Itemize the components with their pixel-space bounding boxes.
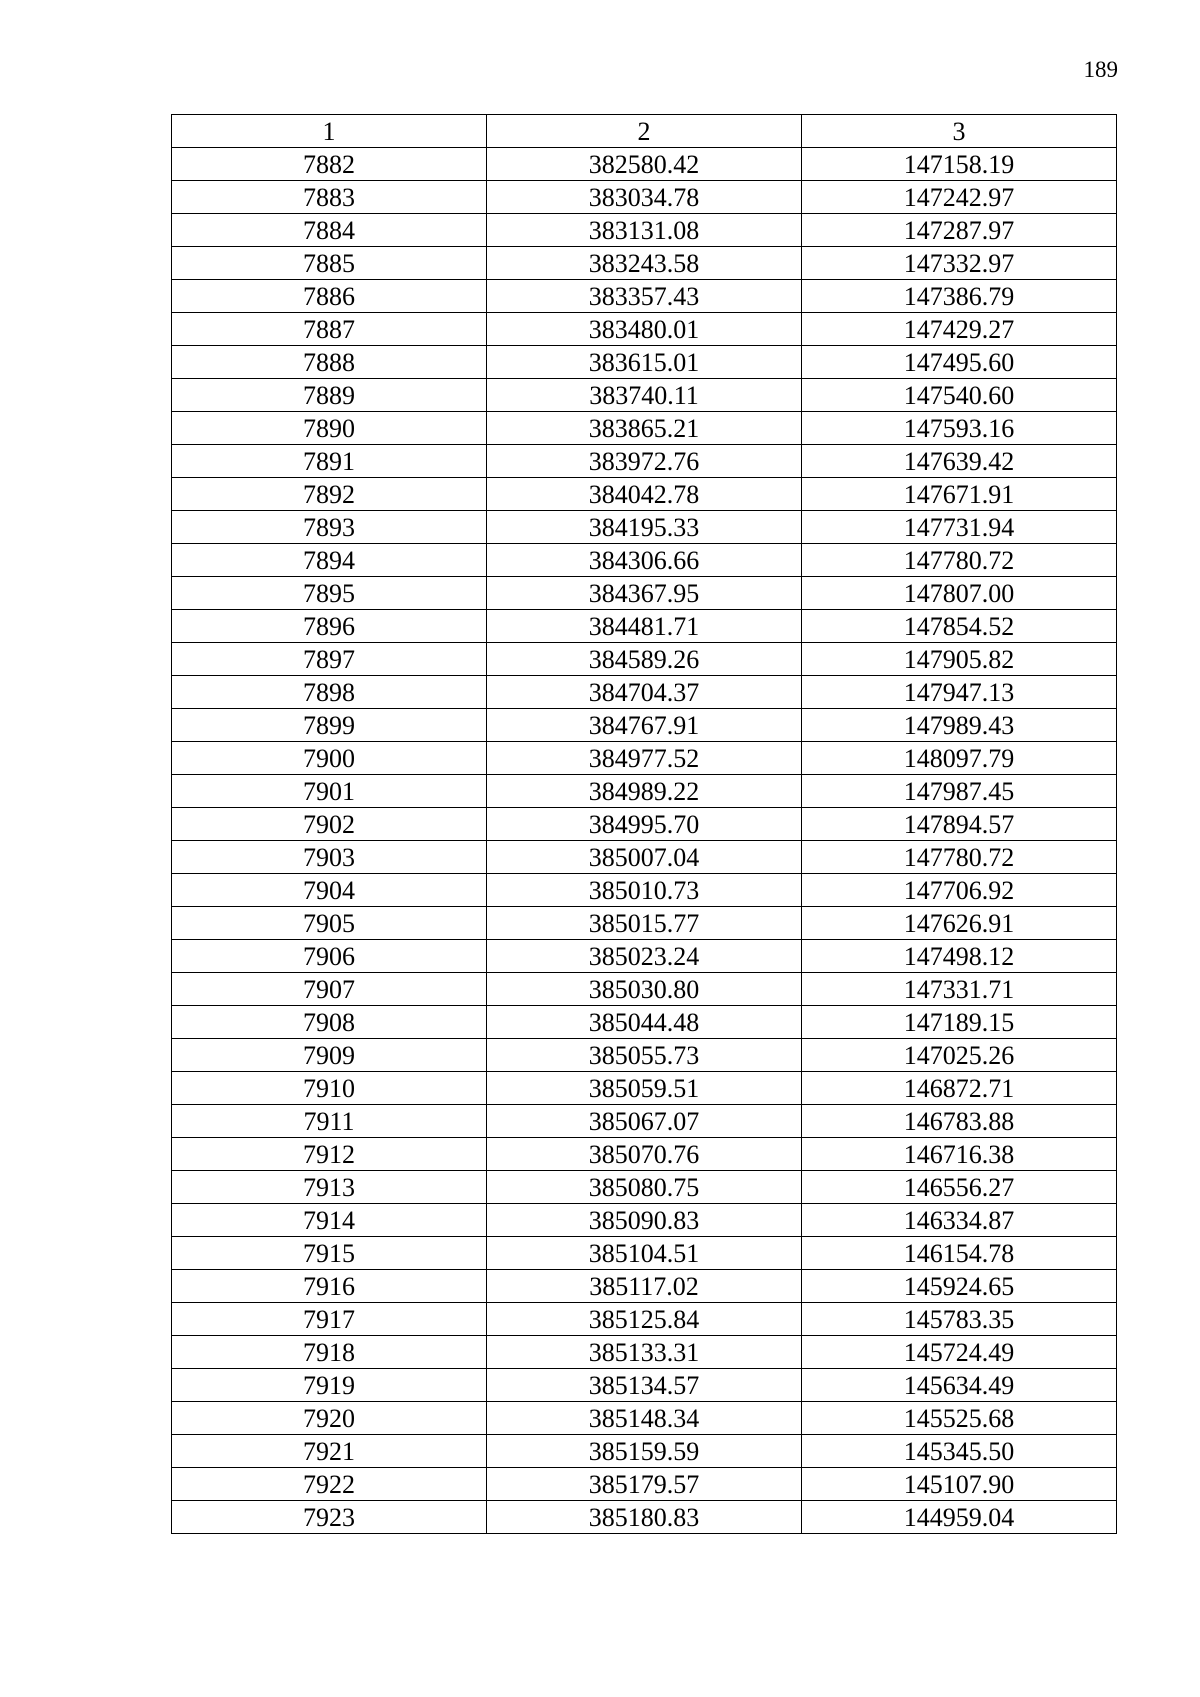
table-cell: 148097.79 xyxy=(802,742,1117,775)
table-cell: 385015.77 xyxy=(487,907,802,940)
table-cell: 147989.43 xyxy=(802,709,1117,742)
table-row xyxy=(172,742,1117,775)
table-cell: 147498.12 xyxy=(802,940,1117,973)
table-cell: 385179.57 xyxy=(487,1468,802,1501)
table-row xyxy=(172,1072,1117,1105)
page-number: 189 xyxy=(1083,57,1118,82)
table-cell: 7912 xyxy=(172,1138,487,1171)
table-row xyxy=(172,1039,1117,1072)
table-cell: 7910 xyxy=(172,1072,487,1105)
table-cell: 7922 xyxy=(172,1468,487,1501)
table-cell: 147593.16 xyxy=(802,412,1117,445)
table-row xyxy=(172,775,1117,808)
table-row xyxy=(172,1336,1117,1369)
table-cell: 384042.78 xyxy=(487,478,802,511)
table-row xyxy=(172,577,1117,610)
table-cell: 7898 xyxy=(172,676,487,709)
table-cell: 7904 xyxy=(172,874,487,907)
table-row xyxy=(172,1501,1117,1534)
table-cell: 146872.71 xyxy=(802,1072,1117,1105)
table-cell: 147894.57 xyxy=(802,808,1117,841)
table-row xyxy=(172,148,1117,181)
table-cell: 7911 xyxy=(172,1105,487,1138)
table-cell: 147671.91 xyxy=(802,478,1117,511)
table-row xyxy=(172,379,1117,412)
table-cell: 146154.78 xyxy=(802,1237,1117,1270)
table-cell: 7883 xyxy=(172,181,487,214)
table-cell: 7885 xyxy=(172,247,487,280)
table-cell: 145783.35 xyxy=(802,1303,1117,1336)
table-cell: 385030.80 xyxy=(487,973,802,1006)
table-cell: 7895 xyxy=(172,577,487,610)
table-cell: 7888 xyxy=(172,346,487,379)
table-cell: 147540.60 xyxy=(802,379,1117,412)
table-cell: 383972.76 xyxy=(487,445,802,478)
table-body xyxy=(172,148,1117,1534)
table-row xyxy=(172,1237,1117,1270)
table-cell: 147332.97 xyxy=(802,247,1117,280)
table-cell: 147242.97 xyxy=(802,181,1117,214)
table-cell: 385134.57 xyxy=(487,1369,802,1402)
table-cell: 7890 xyxy=(172,412,487,445)
header-row xyxy=(172,115,1117,148)
table-row xyxy=(172,247,1117,280)
table-row xyxy=(172,346,1117,379)
table-cell: 146334.87 xyxy=(802,1204,1117,1237)
table-cell: 147331.71 xyxy=(802,973,1117,1006)
table-cell: 147429.27 xyxy=(802,313,1117,346)
table-cell: 7915 xyxy=(172,1237,487,1270)
table-row xyxy=(172,1204,1117,1237)
table-cell: 385059.51 xyxy=(487,1072,802,1105)
table-cell: 383740.11 xyxy=(487,379,802,412)
table-cell: 147386.79 xyxy=(802,280,1117,313)
table-row xyxy=(172,907,1117,940)
table-row xyxy=(172,544,1117,577)
table-cell: 383034.78 xyxy=(487,181,802,214)
table-cell: 145345.50 xyxy=(802,1435,1117,1468)
table-row xyxy=(172,1270,1117,1303)
table-row xyxy=(172,1138,1117,1171)
table-cell: 7916 xyxy=(172,1270,487,1303)
table-cell: 7903 xyxy=(172,841,487,874)
table-cell: 145107.90 xyxy=(802,1468,1117,1501)
table-row xyxy=(172,1435,1117,1468)
table-cell: 144959.04 xyxy=(802,1501,1117,1534)
table-row xyxy=(172,841,1117,874)
table-cell: 384989.22 xyxy=(487,775,802,808)
table-row xyxy=(172,808,1117,841)
table-cell: 145924.65 xyxy=(802,1270,1117,1303)
table-cell: 7908 xyxy=(172,1006,487,1039)
table-cell: 385080.75 xyxy=(487,1171,802,1204)
table-cell: 147706.92 xyxy=(802,874,1117,907)
table-cell: 383865.21 xyxy=(487,412,802,445)
table-row xyxy=(172,412,1117,445)
table-cell: 7923 xyxy=(172,1501,487,1534)
table-cell: 385070.76 xyxy=(487,1138,802,1171)
table-cell: 147987.45 xyxy=(802,775,1117,808)
table-cell: 384481.71 xyxy=(487,610,802,643)
table-cell: 7896 xyxy=(172,610,487,643)
table-cell: 147287.97 xyxy=(802,214,1117,247)
table-cell: 7889 xyxy=(172,379,487,412)
column-header: 3 xyxy=(802,115,1117,148)
table-cell: 7891 xyxy=(172,445,487,478)
table-cell: 7914 xyxy=(172,1204,487,1237)
table-cell: 147189.15 xyxy=(802,1006,1117,1039)
table-cell: 7920 xyxy=(172,1402,487,1435)
table-cell: 147905.82 xyxy=(802,643,1117,676)
table-cell: 385067.07 xyxy=(487,1105,802,1138)
table-cell: 7897 xyxy=(172,643,487,676)
table-cell: 385159.59 xyxy=(487,1435,802,1468)
table-cell: 145525.68 xyxy=(802,1402,1117,1435)
table-row xyxy=(172,511,1117,544)
table-row xyxy=(172,1171,1117,1204)
table-cell: 385117.02 xyxy=(487,1270,802,1303)
table-cell: 7902 xyxy=(172,808,487,841)
table-row xyxy=(172,214,1117,247)
table-row xyxy=(172,973,1117,1006)
table-cell: 384306.66 xyxy=(487,544,802,577)
column-header: 1 xyxy=(172,115,487,148)
table-cell: 147807.00 xyxy=(802,577,1117,610)
table-cell: 383480.01 xyxy=(487,313,802,346)
table-cell: 147780.72 xyxy=(802,841,1117,874)
table-cell: 147780.72 xyxy=(802,544,1117,577)
table-cell: 7887 xyxy=(172,313,487,346)
table-cell: 385133.31 xyxy=(487,1336,802,1369)
table-cell: 7900 xyxy=(172,742,487,775)
table-cell: 146716.38 xyxy=(802,1138,1117,1171)
coordinates-table xyxy=(171,114,1117,1534)
table-cell: 384704.37 xyxy=(487,676,802,709)
table-cell: 383131.08 xyxy=(487,214,802,247)
table-cell: 145634.49 xyxy=(802,1369,1117,1402)
table-row xyxy=(172,181,1117,214)
table-cell: 385007.04 xyxy=(487,841,802,874)
table-cell: 7882 xyxy=(172,148,487,181)
table-cell: 382580.42 xyxy=(487,148,802,181)
table-cell: 384195.33 xyxy=(487,511,802,544)
table-row xyxy=(172,1303,1117,1336)
table-row xyxy=(172,313,1117,346)
table-cell: 7884 xyxy=(172,214,487,247)
table-row xyxy=(172,643,1117,676)
table-cell: 384589.26 xyxy=(487,643,802,676)
table-row xyxy=(172,445,1117,478)
table-cell: 384367.95 xyxy=(487,577,802,610)
table-row xyxy=(172,1006,1117,1039)
table-cell: 7917 xyxy=(172,1303,487,1336)
table-cell: 7907 xyxy=(172,973,487,1006)
table-cell: 7919 xyxy=(172,1369,487,1402)
table-cell: 147025.26 xyxy=(802,1039,1117,1072)
table-row xyxy=(172,280,1117,313)
table-cell: 385023.24 xyxy=(487,940,802,973)
table-cell: 7892 xyxy=(172,478,487,511)
table-cell: 7918 xyxy=(172,1336,487,1369)
table-cell: 7899 xyxy=(172,709,487,742)
table-cell: 384767.91 xyxy=(487,709,802,742)
table-cell: 385104.51 xyxy=(487,1237,802,1270)
table-cell: 7913 xyxy=(172,1171,487,1204)
table-cell: 385055.73 xyxy=(487,1039,802,1072)
table-row xyxy=(172,676,1117,709)
table-cell: 385180.83 xyxy=(487,1501,802,1534)
table-cell: 384977.52 xyxy=(487,742,802,775)
table-cell: 7906 xyxy=(172,940,487,973)
table-row xyxy=(172,874,1117,907)
column-header: 2 xyxy=(487,115,802,148)
table-cell: 7909 xyxy=(172,1039,487,1072)
table-row xyxy=(172,478,1117,511)
table-row xyxy=(172,1369,1117,1402)
table-cell: 146783.88 xyxy=(802,1105,1117,1138)
table-row xyxy=(172,709,1117,742)
table-cell: 147854.52 xyxy=(802,610,1117,643)
table-cell: 147639.42 xyxy=(802,445,1117,478)
table-cell: 7894 xyxy=(172,544,487,577)
table-cell: 146556.27 xyxy=(802,1171,1117,1204)
table-cell: 147731.94 xyxy=(802,511,1117,544)
table-header xyxy=(172,115,1117,148)
table-cell: 7886 xyxy=(172,280,487,313)
table-cell: 384995.70 xyxy=(487,808,802,841)
table-cell: 145724.49 xyxy=(802,1336,1117,1369)
table-row xyxy=(172,1402,1117,1435)
table-cell: 147158.19 xyxy=(802,148,1117,181)
table-cell: 7901 xyxy=(172,775,487,808)
table-row xyxy=(172,1105,1117,1138)
table-row xyxy=(172,610,1117,643)
table-row xyxy=(172,1468,1117,1501)
table-cell: 385010.73 xyxy=(487,874,802,907)
table-cell: 147626.91 xyxy=(802,907,1117,940)
table-cell: 147947.13 xyxy=(802,676,1117,709)
table-cell: 7905 xyxy=(172,907,487,940)
table-cell: 7893 xyxy=(172,511,487,544)
table-cell: 385148.34 xyxy=(487,1402,802,1435)
table-cell: 7921 xyxy=(172,1435,487,1468)
table-cell: 385090.83 xyxy=(487,1204,802,1237)
table-cell: 385125.84 xyxy=(487,1303,802,1336)
table-cell: 383615.01 xyxy=(487,346,802,379)
table-cell: 383357.43 xyxy=(487,280,802,313)
table-row xyxy=(172,940,1117,973)
table-cell: 383243.58 xyxy=(487,247,802,280)
table-cell: 385044.48 xyxy=(487,1006,802,1039)
table-cell: 147495.60 xyxy=(802,346,1117,379)
